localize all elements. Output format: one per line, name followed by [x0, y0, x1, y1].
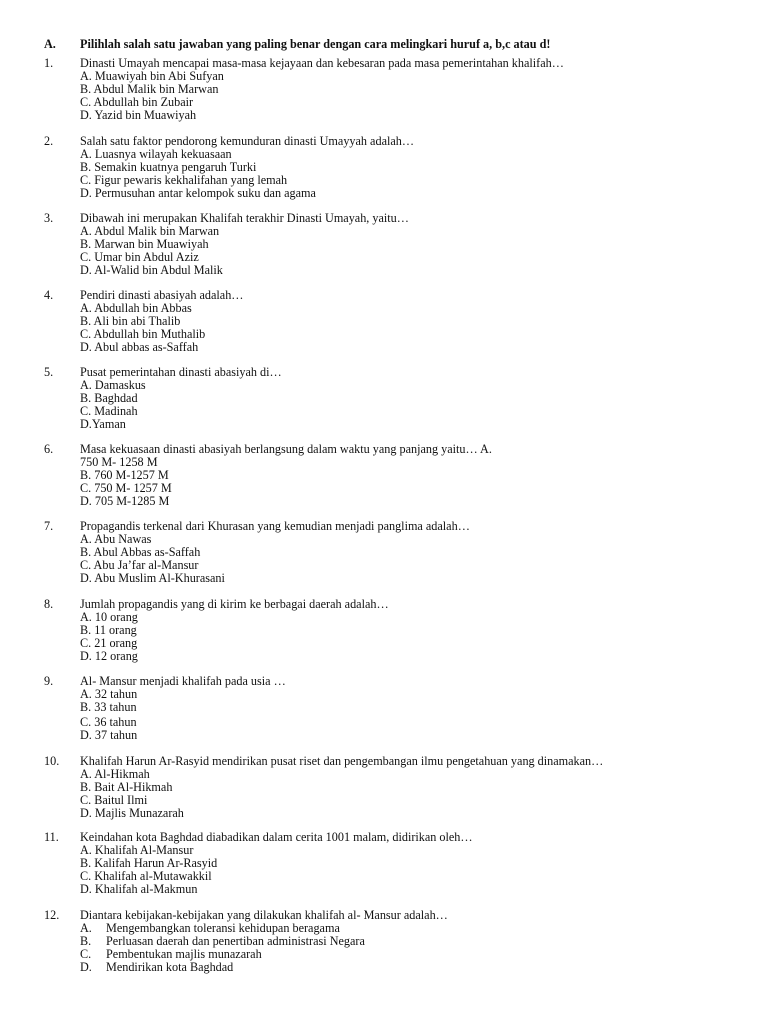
option[interactable]: D. Yazid bin Muawiyah — [80, 108, 197, 122]
option[interactable]: A. Damaskus — [80, 378, 146, 392]
option[interactable]: B. Abul Abbas as-Saffah — [80, 545, 201, 559]
option[interactable]: 750 M- 1258 M — [80, 455, 158, 469]
option-text: Mendirikan kota Baghdad — [106, 960, 234, 974]
option[interactable]: C. 36 tahun — [80, 715, 137, 729]
option[interactable]: D. Majlis Munazarah — [80, 806, 184, 820]
option[interactable]: B. Baghdad — [80, 391, 138, 405]
option[interactable]: D. 37 tahun — [80, 728, 138, 742]
option[interactable]: C. Abdullah bin Muthalib — [80, 327, 206, 341]
question-text: Diantara kebijakan-kebijakan yang dilakukan khalifah al- Mansur adalah… — [80, 908, 448, 922]
option[interactable]: D. Abul abbas as-Saffah — [80, 340, 199, 354]
option-text: Perluasan daerah dan penertiban administrasi Negara — [106, 934, 365, 948]
question-number: 4. — [44, 288, 54, 302]
option[interactable]: D.Yaman — [80, 417, 126, 431]
option[interactable]: D. Permusuhan antar kelompok suku dan agama — [80, 186, 316, 200]
question-text: Dinasti Umayah mencapai masa-masa kejayaan dan kebesaran pada masa pemerintahan khalifah… — [80, 56, 564, 70]
question-number: 5. — [44, 365, 54, 379]
option[interactable]: C. Khalifah al-Mutawakkil — [80, 869, 212, 883]
option-letter: B. — [80, 934, 92, 948]
question-text: Pendiri dinasti abasiyah adalah… — [80, 288, 244, 302]
question-text: Salah satu faktor pendorong kemunduran dinasti Umayyah adalah… — [80, 134, 415, 148]
option[interactable]: C. Figur pewaris kekhalifahan yang lemah — [80, 173, 288, 187]
question-number: 11. — [44, 830, 59, 844]
option[interactable]: B. 33 tahun — [80, 700, 137, 714]
option[interactable]: C. Abu Ja’far al-Mansur — [80, 558, 199, 572]
option[interactable]: C. Umar bin Abdul Aziz — [80, 250, 199, 264]
question-number: 10. — [44, 754, 60, 768]
option[interactable]: A. Abu Nawas — [80, 532, 152, 546]
option[interactable]: A. 32 tahun — [80, 687, 138, 701]
question-text: Dibawah ini merupakan Khalifah terakhir Dinasti Umayah, yaitu… — [80, 211, 409, 225]
question-text: Al- Mansur menjadi khalifah pada usia … — [80, 674, 286, 688]
section-instruction: Pilihlah salah satu jawaban yang paling benar dengan cara melingkari huruf a, b,c atau d! — [80, 37, 551, 51]
option[interactable]: A. Abdul Malik bin Marwan — [80, 224, 220, 238]
option[interactable]: D. Al-Walid bin Abdul Malik — [80, 263, 223, 277]
question-text: Pusat pemerintahan dinasti abasiyah di… — [80, 365, 282, 379]
question-text: Keindahan kota Baghdad diabadikan dalam cerita 1001 malam, didirikan oleh… — [80, 830, 473, 844]
option[interactable]: B. Semakin kuatnya pengaruh Turki — [80, 160, 257, 174]
option-letter: A. — [80, 921, 92, 935]
option[interactable]: C. Baitul Ilmi — [80, 793, 148, 807]
option-letter: C. — [80, 947, 92, 961]
option[interactable]: A. Al-Hikmah — [80, 767, 150, 781]
option[interactable]: C. Madinah — [80, 404, 138, 418]
question-number: 6. — [44, 442, 54, 456]
section-label: A. — [44, 37, 56, 51]
option[interactable]: A. Abdullah bin Abbas — [80, 301, 192, 315]
option[interactable]: D. 12 orang — [80, 649, 138, 663]
question-number: 7. — [44, 519, 54, 533]
option[interactable]: B. 760 M-1257 M — [80, 468, 169, 482]
option[interactable]: A. Muawiyah bin Abi Sufyan — [80, 69, 224, 83]
option[interactable]: B. Ali bin abi Thalib — [80, 314, 181, 328]
question-number: 8. — [44, 597, 54, 611]
option[interactable]: A. Khalifah Al-Mansur — [80, 843, 194, 857]
option[interactable]: D. 705 M-1285 M — [80, 494, 170, 508]
option[interactable]: B. Marwan bin Muawiyah — [80, 237, 209, 251]
question-number: 3. — [44, 211, 54, 225]
option[interactable]: B. Bait Al-Hikmah — [80, 780, 173, 794]
question-number: 2. — [44, 134, 54, 148]
option[interactable]: D. Khalifah al-Makmun — [80, 882, 198, 896]
question-text: Propagandis terkenal dari Khurasan yang kemudian menjadi panglima adalah… — [80, 519, 470, 533]
question-text: Jumlah propagandis yang di kirim ke berbagai daerah adalah… — [80, 597, 389, 611]
option[interactable]: C. Abdullah bin Zubair — [80, 95, 194, 109]
option-text: Pembentukan majlis munazarah — [106, 947, 262, 961]
option-letter: D. — [80, 960, 92, 974]
option[interactable]: A. 10 orang — [80, 610, 138, 624]
option[interactable]: B. Kalifah Harun Ar-Rasyid — [80, 856, 218, 870]
question-text: Khalifah Harun Ar-Rasyid mendirikan pusat riset dan pengembangan ilmu pengetahuan yang dinamakan… — [80, 754, 604, 768]
question-number: 12. — [44, 908, 60, 922]
question-text: Masa kekuasaan dinasti abasiyah berlangsung dalam waktu yang panjang yaitu… A. — [80, 442, 492, 456]
option-text: Mengembangkan toleransi kehidupan beragama — [106, 921, 340, 935]
option[interactable]: D. Abu Muslim Al-Khurasani — [80, 571, 225, 585]
option[interactable]: C. 750 M- 1257 M — [80, 481, 172, 495]
option[interactable]: B. 11 orang — [80, 623, 137, 637]
question-number: 9. — [44, 674, 54, 688]
option[interactable]: A. Luasnya wilayah kekuasaan — [80, 147, 232, 161]
option[interactable]: C. 21 orang — [80, 636, 138, 650]
question-number: 1. — [44, 56, 54, 70]
option[interactable]: B. Abdul Malik bin Marwan — [80, 82, 219, 96]
